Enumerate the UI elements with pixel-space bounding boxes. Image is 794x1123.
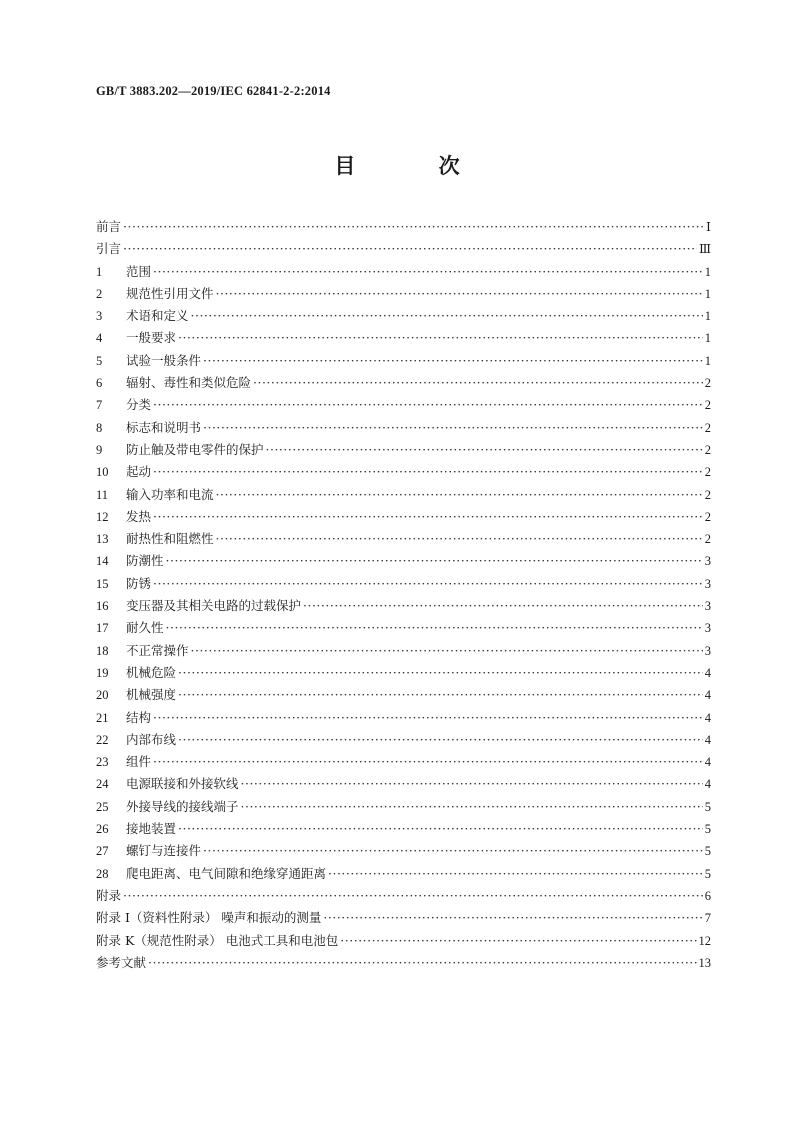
toc-entry[interactable] bbox=[96, 506, 711, 528]
toc-entry[interactable] bbox=[96, 439, 711, 461]
toc-entry-number: 28 bbox=[96, 866, 109, 881]
toc-entry-page-number: 5 bbox=[704, 799, 711, 814]
toc-entry-leader-dots bbox=[178, 327, 703, 349]
toc-entry-label: 前言 bbox=[96, 219, 122, 234]
toc-entry-page-number: 1 bbox=[704, 353, 711, 368]
toc-entry-label: 辐射、毒性和类似危险 bbox=[126, 375, 252, 391]
toc-entry-leader-dots bbox=[153, 751, 703, 773]
toc-entry-number: 12 bbox=[96, 509, 109, 524]
toc-entry-leader-dots bbox=[203, 417, 703, 439]
toc-entry-leader-dots bbox=[191, 640, 703, 662]
toc-entry[interactable] bbox=[96, 372, 711, 394]
toc-entry-label: 接地装置 bbox=[126, 821, 177, 837]
toc-entry[interactable] bbox=[96, 773, 711, 795]
toc-entry-number: 18 bbox=[96, 643, 109, 658]
toc-entry-number: 9 bbox=[96, 442, 103, 457]
toc-entry-label: 范围 bbox=[126, 263, 152, 279]
standard-code-header: GB/T 3883.202—2019/IEC 62841-2-2:2014 bbox=[96, 84, 331, 98]
toc-entry[interactable] bbox=[96, 550, 711, 572]
toc-entry[interactable] bbox=[96, 952, 711, 974]
toc-entry[interactable] bbox=[96, 595, 711, 617]
toc-entry-number: 14 bbox=[96, 554, 109, 569]
toc-entry-number: 6 bbox=[96, 376, 103, 391]
toc-entry-leader-dots bbox=[153, 707, 703, 729]
toc-entry-page-number: 1 bbox=[704, 309, 711, 324]
toc-entry-label: 附录 bbox=[96, 887, 122, 903]
toc-entry-label: 起动 bbox=[126, 464, 152, 480]
toc-entry-leader-dots bbox=[216, 528, 703, 550]
toc-entry[interactable] bbox=[96, 261, 711, 283]
toc-entry-page-number: 2 bbox=[704, 376, 711, 391]
toc-entry[interactable] bbox=[96, 729, 711, 751]
toc-entry-leader-dots bbox=[241, 773, 703, 795]
toc-entry-page-number: Ⅲ bbox=[698, 242, 711, 257]
toc-entry-number: 21 bbox=[96, 710, 109, 725]
toc-entry-leader-dots bbox=[166, 550, 703, 572]
toc-entry[interactable] bbox=[96, 930, 711, 952]
toc-entry-leader-dots bbox=[203, 350, 703, 372]
toc-entry-label: 标志和说明书 bbox=[126, 419, 202, 435]
toc-entry-label: 结构 bbox=[126, 709, 152, 725]
toc-entry-label: 变压器及其相关电路的过载保护 bbox=[126, 598, 302, 614]
toc-entry[interactable] bbox=[96, 283, 711, 305]
toc-entry-page-number: 1 bbox=[704, 286, 711, 301]
toc-entry-page-number: 12 bbox=[698, 933, 711, 948]
toc-entry-page-number: 2 bbox=[704, 532, 711, 547]
toc-entry-leader-dots bbox=[123, 216, 704, 238]
toc-entry-label: 规范性引用文件 bbox=[126, 285, 214, 301]
toc-entry-leader-dots bbox=[178, 729, 703, 751]
toc-list bbox=[96, 216, 711, 974]
toc-entry-number: 26 bbox=[96, 822, 109, 837]
toc-entry-label: 螺钉与连接件 bbox=[126, 843, 202, 859]
toc-entry-number: 19 bbox=[96, 665, 109, 680]
toc-entry-leader-dots bbox=[148, 952, 696, 974]
toc-entry-label: 防潮性 bbox=[126, 553, 164, 569]
toc-entry-page-number: 3 bbox=[704, 576, 711, 591]
toc-entry[interactable] bbox=[96, 528, 711, 550]
toc-entry-number: 4 bbox=[96, 331, 103, 346]
toc-entry-page-number: 3 bbox=[704, 643, 711, 658]
toc-entry-leader-dots bbox=[123, 238, 697, 260]
toc-entry[interactable] bbox=[96, 907, 711, 929]
toc-entry-leader-dots bbox=[153, 573, 703, 595]
toc-entry-label: 附录 I（资料性附录） 噪声和振动的测量 bbox=[96, 910, 322, 926]
toc-entry-number: 17 bbox=[96, 621, 109, 636]
toc-entry-number: 13 bbox=[96, 532, 109, 547]
toc-entry-label: 组件 bbox=[126, 754, 152, 770]
toc-entry-label: 电源联接和外接软线 bbox=[126, 776, 239, 792]
toc-entry-leader-dots bbox=[253, 372, 703, 394]
toc-entry-page-number: 1 bbox=[704, 264, 711, 279]
toc-entry-label: 参考文献 bbox=[96, 954, 147, 970]
toc-entry-page-number: 2 bbox=[704, 487, 711, 502]
toc-entry[interactable] bbox=[96, 238, 711, 260]
toc-entry[interactable] bbox=[96, 617, 711, 639]
toc-entry-page-number: 6 bbox=[704, 888, 711, 903]
toc-entry[interactable] bbox=[96, 707, 711, 729]
toc-entry-number: 2 bbox=[96, 286, 103, 301]
toc-entry-page-number: 4 bbox=[704, 777, 711, 792]
toc-entry-page-number: 4 bbox=[704, 732, 711, 747]
toc-entry-leader-dots bbox=[123, 885, 703, 907]
toc-entry-number: 25 bbox=[96, 799, 109, 814]
toc-entry-number: 7 bbox=[96, 398, 103, 413]
toc-entry[interactable] bbox=[96, 216, 711, 238]
toc-entry[interactable] bbox=[96, 885, 711, 907]
toc-entry-leader-dots bbox=[178, 662, 703, 684]
toc-entry-leader-dots bbox=[241, 796, 703, 818]
toc-entry-page-number: 3 bbox=[704, 599, 711, 614]
toc-entry[interactable] bbox=[96, 840, 711, 862]
toc-entry-label: 防锈 bbox=[126, 575, 152, 591]
toc-entry[interactable] bbox=[96, 684, 711, 706]
toc-entry-page-number: 4 bbox=[704, 665, 711, 680]
toc-entry-page-number: 13 bbox=[698, 955, 711, 970]
toc-entry-leader-dots bbox=[191, 305, 703, 327]
toc-entry-leader-dots bbox=[303, 595, 703, 617]
toc-entry-page-number: 2 bbox=[704, 420, 711, 435]
toc-entry-page-number: 3 bbox=[704, 621, 711, 636]
toc-entry-leader-dots bbox=[340, 930, 696, 952]
toc-entry[interactable] bbox=[96, 751, 711, 773]
toc-entry-number: 15 bbox=[96, 576, 109, 591]
toc-entry-leader-dots bbox=[216, 484, 703, 506]
toc-entry-label: 内部布线 bbox=[126, 731, 177, 747]
toc-entry-number: 3 bbox=[96, 309, 103, 324]
toc-entry-leader-dots bbox=[266, 439, 703, 461]
toc-entry-number: 8 bbox=[96, 420, 103, 435]
toc-entry-label: 发热 bbox=[126, 508, 152, 524]
toc-entry-label: 外接导线的接线端子 bbox=[126, 798, 239, 814]
toc-entry-label: 不正常操作 bbox=[126, 642, 189, 658]
toc-entry-page-number: Ⅰ bbox=[706, 220, 711, 234]
toc-entry-page-number: 3 bbox=[704, 554, 711, 569]
toc-entry-page-number: 2 bbox=[704, 398, 711, 413]
toc-entry-leader-dots bbox=[153, 261, 703, 283]
toc-entry[interactable] bbox=[96, 863, 711, 885]
toc-entry-leader-dots bbox=[178, 684, 703, 706]
toc-entry-label: 附录 K（规范性附录） 电池式工具和电池包 bbox=[96, 932, 339, 948]
toc-entry[interactable] bbox=[96, 640, 711, 662]
toc-entry-label: 机械强度 bbox=[126, 687, 177, 703]
toc-entry-number: 1 bbox=[96, 264, 103, 279]
toc-entry-leader-dots bbox=[216, 283, 703, 305]
toc-entry[interactable] bbox=[96, 394, 711, 416]
toc-entry-leader-dots bbox=[153, 506, 703, 528]
toc-entry-number: 20 bbox=[96, 688, 109, 703]
toc-entry-label: 耐热性和阻燃性 bbox=[126, 531, 214, 547]
toc-entry-page-number: 5 bbox=[704, 866, 711, 881]
toc-entry-label: 术语和定义 bbox=[126, 308, 189, 324]
toc-entry-label: 试验一般条件 bbox=[126, 352, 202, 368]
toc-entry[interactable] bbox=[96, 461, 711, 483]
toc-entry-label: 耐久性 bbox=[126, 620, 164, 636]
toc-entry-number: 16 bbox=[96, 599, 109, 614]
toc-entry[interactable] bbox=[96, 327, 711, 349]
toc-entry-leader-dots bbox=[166, 617, 703, 639]
toc-entry-page-number: 5 bbox=[704, 844, 711, 859]
toc-entry-label: 一般要求 bbox=[126, 330, 177, 346]
toc-entry-label: 分类 bbox=[126, 397, 152, 413]
toc-entry-leader-dots bbox=[178, 818, 703, 840]
toc-entry-number: 24 bbox=[96, 777, 109, 792]
toc-entry-page-number: 7 bbox=[704, 911, 711, 926]
toc-entry-page-number: 2 bbox=[704, 465, 711, 480]
toc-entry-number: 27 bbox=[96, 844, 109, 859]
toc-entry[interactable] bbox=[96, 350, 711, 372]
toc-entry-number: 10 bbox=[96, 465, 109, 480]
toc-entry-number: 23 bbox=[96, 755, 109, 770]
toc-entry-number: 22 bbox=[96, 732, 109, 747]
toc-entry-label: 防止触及带电零件的保护 bbox=[126, 441, 264, 457]
toc-entry-leader-dots bbox=[153, 394, 703, 416]
toc-entry[interactable] bbox=[96, 417, 711, 439]
toc-entry-leader-dots bbox=[323, 907, 702, 929]
toc-entry-page-number: 4 bbox=[704, 710, 711, 725]
toc-entry-label: 爬电距离、电气间隙和绝缘穿通距离 bbox=[126, 865, 327, 881]
toc-title: 目 次 bbox=[334, 153, 498, 178]
toc-entry-page-number: 2 bbox=[704, 442, 711, 457]
toc-entry-page-number: 2 bbox=[704, 509, 711, 524]
toc-entry-page-number: 4 bbox=[704, 688, 711, 703]
toc-entry[interactable] bbox=[96, 573, 711, 595]
toc-entry-leader-dots bbox=[203, 840, 703, 862]
toc-entry-page-number: 5 bbox=[704, 822, 711, 837]
toc-entry-leader-dots bbox=[153, 461, 703, 483]
toc-entry-label: 机械危险 bbox=[126, 664, 177, 680]
toc-entry-leader-dots bbox=[328, 863, 703, 885]
toc-entry-number: 11 bbox=[96, 487, 109, 502]
toc-entry-number: 5 bbox=[96, 353, 103, 368]
toc-entry[interactable] bbox=[96, 305, 711, 327]
toc-entry-label: 输入功率和电流 bbox=[126, 486, 214, 502]
toc-entry-label: 引言 bbox=[96, 241, 122, 257]
toc-entry-page-number: 4 bbox=[704, 755, 711, 770]
toc-entry[interactable] bbox=[96, 818, 711, 840]
toc-entry-page-number: 1 bbox=[704, 331, 711, 346]
toc-entry[interactable] bbox=[96, 484, 711, 506]
toc-entry[interactable] bbox=[96, 796, 711, 818]
toc-entry[interactable] bbox=[96, 662, 711, 684]
